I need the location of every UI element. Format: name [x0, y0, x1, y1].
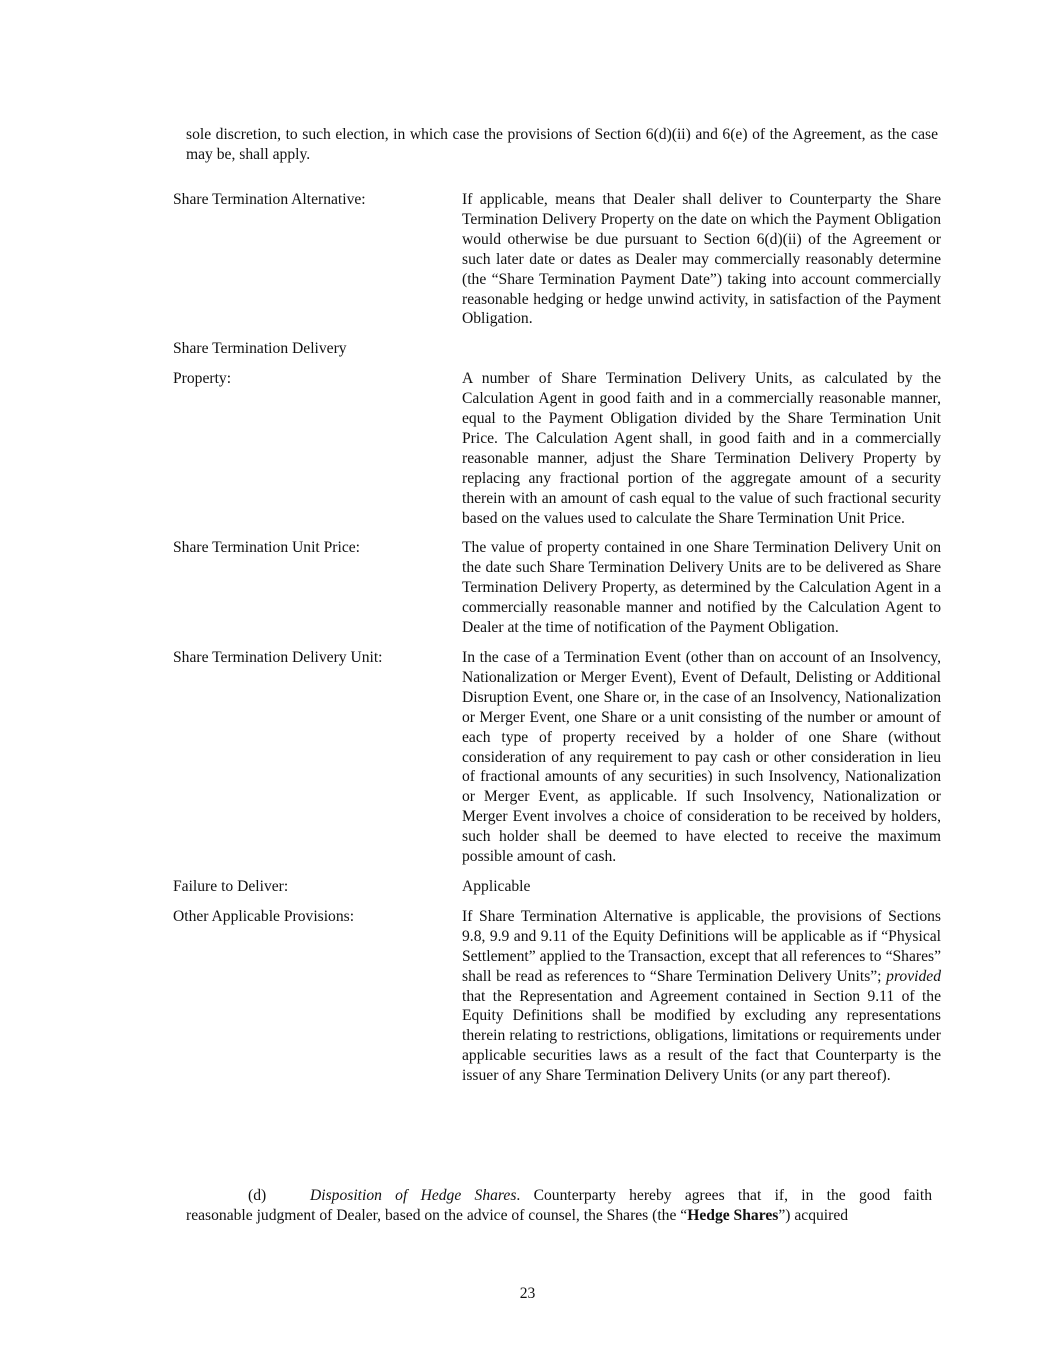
closing-paragraph — [186, 1186, 932, 1226]
term-row — [173, 369, 941, 528]
term-value — [462, 907, 941, 1086]
term-value: In the case of a Termination Event (other than on account of an Insolvency, Nationalization or Merger Event), Event of Default, Delisting or Additional Disruption Event, one Share or, in the case of an Insolvency, Nationalization or Merger Event, one Share or a unit consisting of the number or amount of each type of property received by a holder of one Share (without consideration of any requirement to pay cash or other consideration in lieu of fractional amounts of any securities) in such Insolvency, Nationalization or Merger Event, as applicable. If such Insolvency, Nationalization or Merger Event involves a choice of consideration to be received by holders, such holder shall be deemed to have elected to receive the maximum possible amount of cash. — [462, 649, 941, 866]
term-value-italic: provided — [886, 967, 941, 985]
section-heading: Disposition of Hedge Shares — [310, 1187, 517, 1204]
term-row — [173, 190, 941, 329]
term-label: Property: — [173, 370, 232, 388]
term-value-text: that the Representation and Agreement contained in Section 9.11 of the Equity Definitions shall be modified by excluding any representations therein relating to restrictions, obligations, limitations or requirements under applicable securities laws as a result of the fact that Counterparty is the issuer of any Share Termination Delivery Units (or any part thereof). — [462, 987, 941, 1085]
closing-text: . Counterparty hereby agrees that if, in the good faith — [516, 1187, 932, 1204]
term-label: Failure to Deliver: — [173, 877, 289, 895]
terms-table — [173, 190, 941, 1096]
term-label: Share Termination Unit Price: — [173, 539, 361, 557]
term-value: A number of Share Termination Delivery Units, as calculated by the Calculation Agent in good faith and in a commercially reasonable manner, equal to the Payment Obligation divided by the Share Termination Unit Price. The Calculation Agent shall, in good faith and in a commercially reasonable manner, adjust the Share Termination Delivery Property by replacing any fractional portion of the aggregate amount of a security therein with an amount of cash equal to the value of such fractional security based on the values used to calculate the Share Termination Unit Price. — [462, 370, 941, 527]
term-row — [173, 648, 941, 867]
closing-text: reasonable judgment of Dealer, based on the advice of counsel, the Shares (the “ — [186, 1206, 688, 1224]
term-value: If applicable, means that Dealer shall deliver to Counterparty the Share Termination Delivery Property on the date on which the Payment Obligation would otherwise be due pursuant to Section 6(d)(ii) of the Agreement or such later date or dates as Dealer may commercially reasonably determine (the “Share Termination Payment Date”) taking into account commercially reasonable hedging or hedge unwind activity, in satisfaction of the Payment Obligation. — [462, 191, 941, 328]
term-value-text: If Share Termination Alternative is applicable, the provisions of Sections 9.8, 9.9 and 9.11 of the Equity Definitions will be applicable as if “Physical Settlement” applied to the Transaction, except that all references to “Shares” shall be read as references to “Share Termination Delivery Units”; — [462, 907, 941, 985]
page-number: 23 — [519, 1285, 536, 1302]
term-label: Share Termination Delivery — [173, 340, 347, 358]
term-label: Other Applicable Provisions: — [173, 907, 355, 925]
term-label: Share Termination Alternative: — [173, 191, 366, 208]
defined-term: Hedge Shares — [687, 1206, 779, 1224]
paragraph-number: (d) — [248, 1187, 267, 1204]
term-value: The value of property contained in one Share Termination Delivery Unit on the date such Share Termination Delivery Units are to be delivered as Share Termination Delivery Property, as determined by the Calculation Agent in a commercially reasonable manner and notified by the Calculation Agent to Dealer at the time of notification of the Payment Obligation. — [462, 539, 941, 637]
term-label: Share Termination Delivery Unit: — [173, 649, 383, 667]
term-row-other-provisions — [173, 907, 941, 1086]
term-row — [173, 538, 941, 638]
closing-line-2 — [186, 1206, 932, 1226]
term-row — [173, 339, 941, 359]
closing-text: ”) acquired — [778, 1206, 849, 1224]
term-value: Applicable — [462, 877, 531, 895]
intro-paragraph: sole discretion, to such election, in which case the provisions of Section 6(d)(ii) and 6(e) of the Agreement, as the case may be, shall apply. — [186, 126, 938, 163]
term-row — [173, 877, 941, 897]
